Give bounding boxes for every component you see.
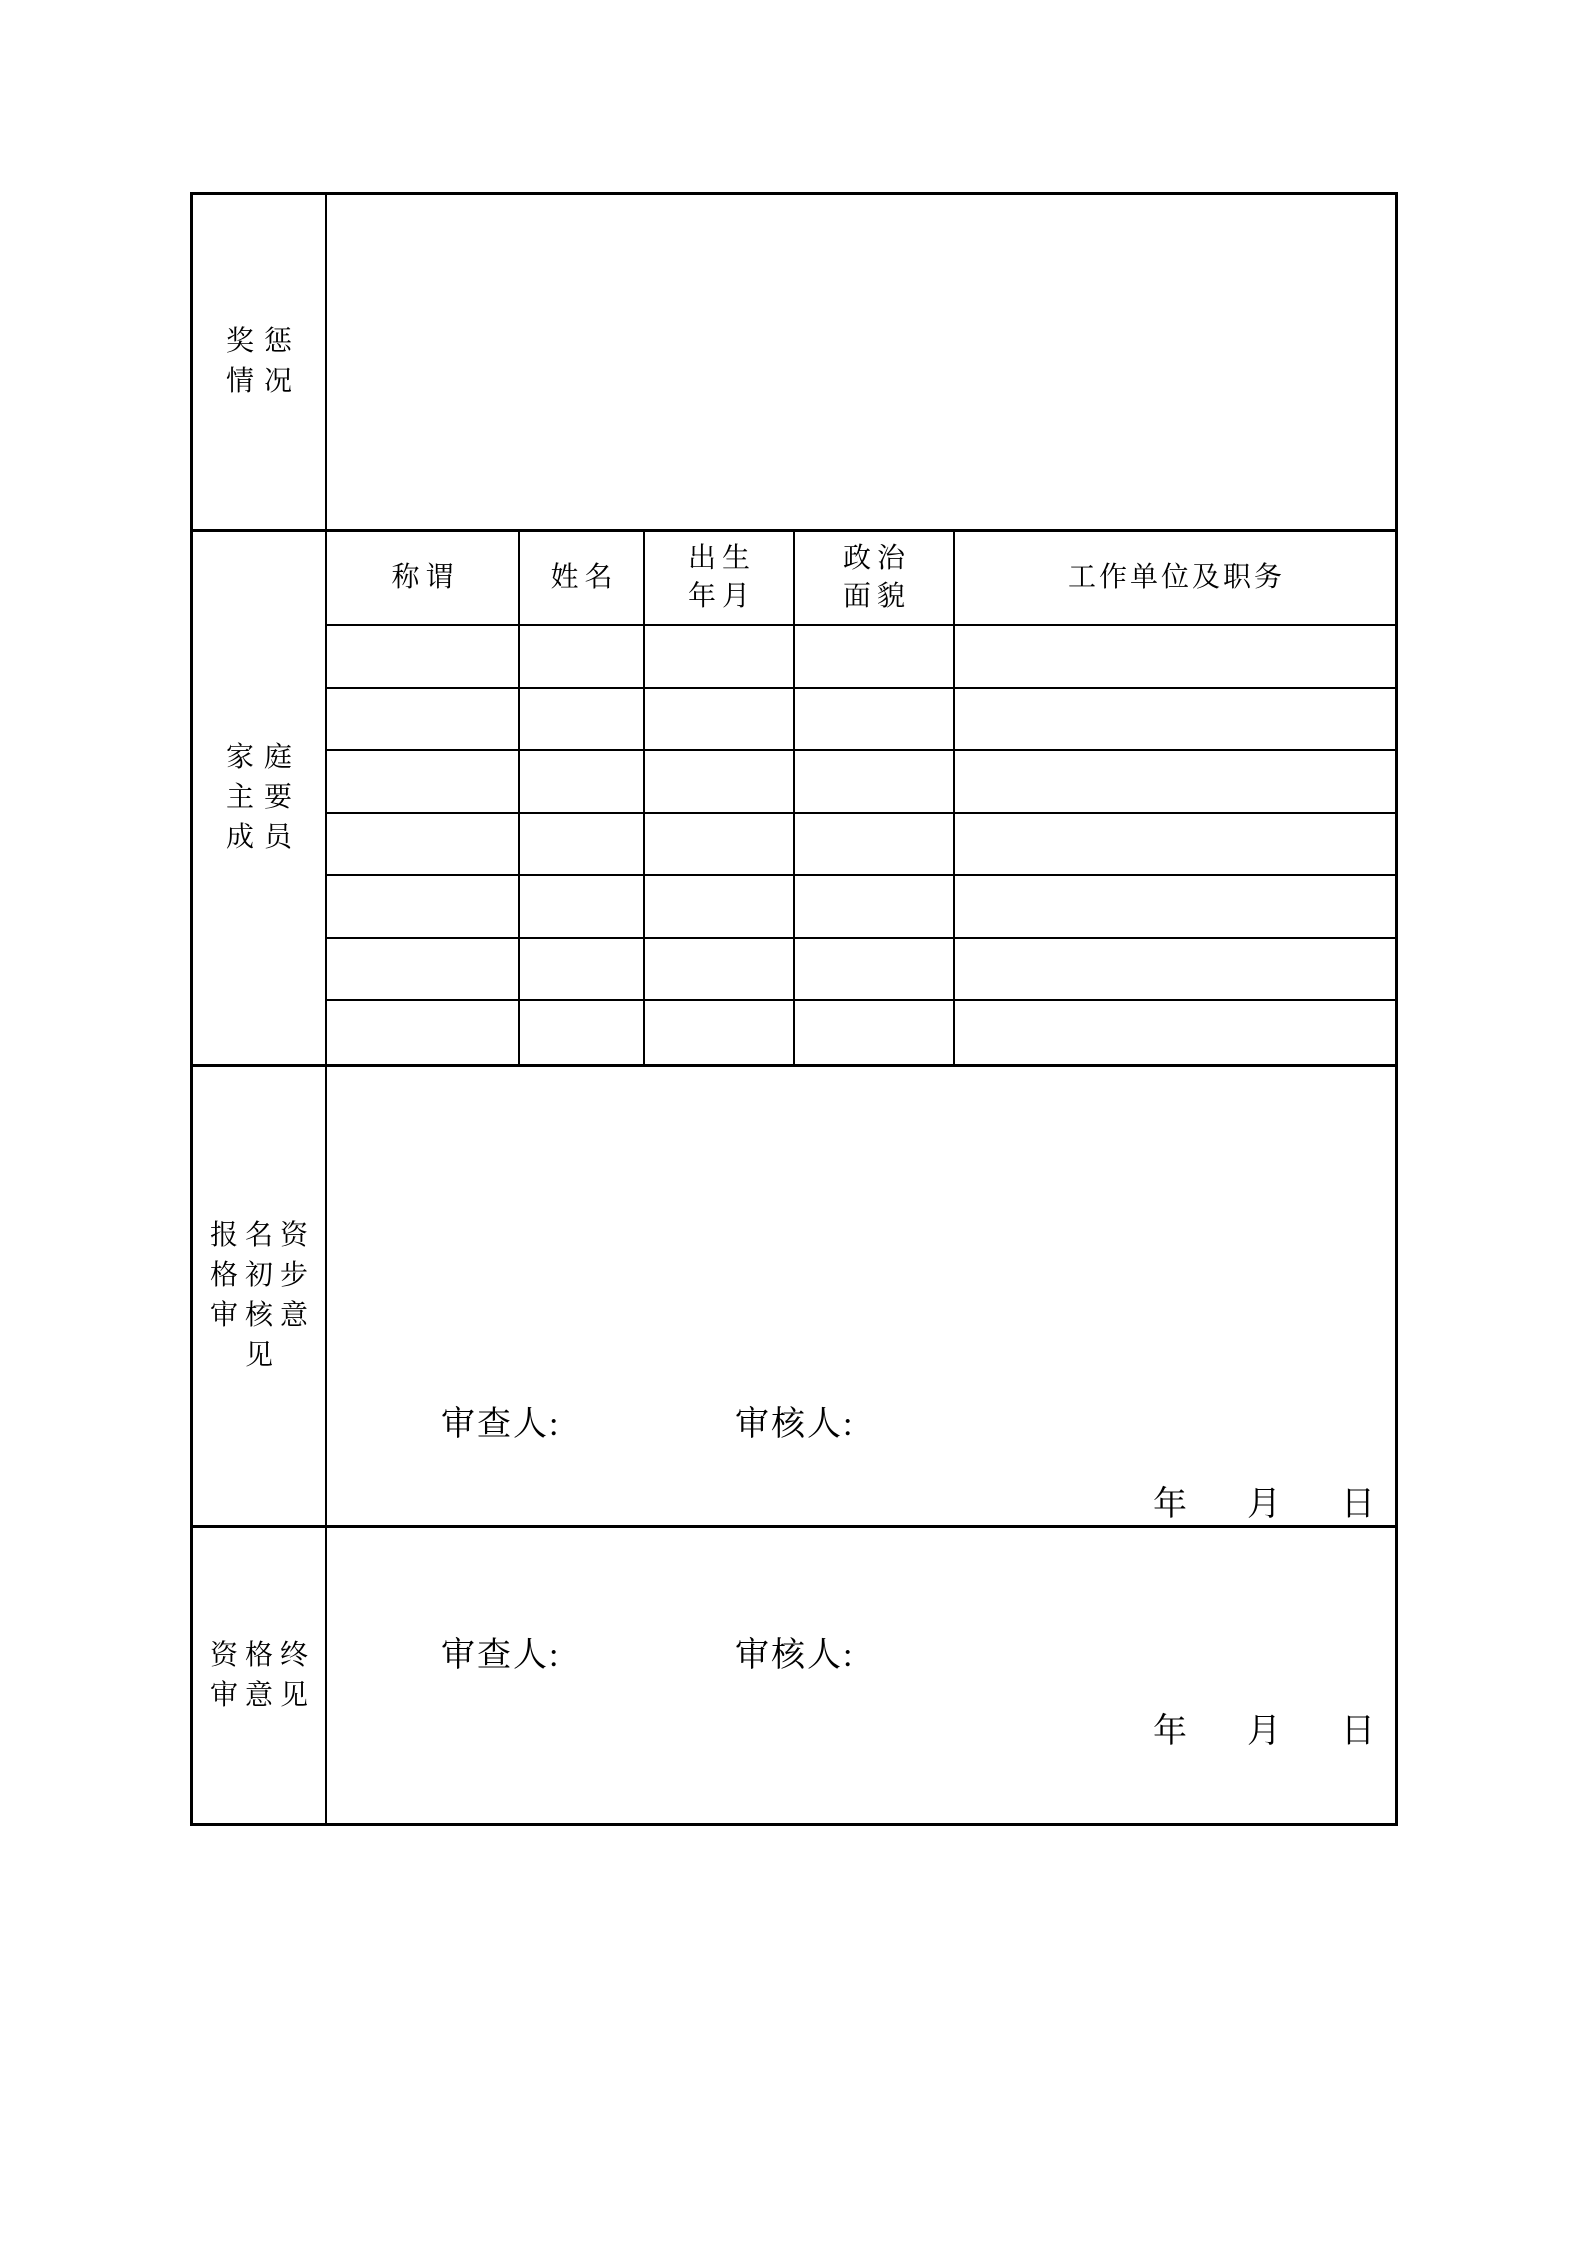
family-member-empty-cell [795, 814, 955, 877]
family-member-empty-cell [520, 1001, 645, 1064]
family-member-empty-cell [645, 814, 795, 877]
label-line: 见 [244, 1340, 280, 1371]
label-line: 格初步 [209, 1260, 315, 1291]
family-member-empty-cell [645, 939, 795, 1002]
section-preliminary-review [193, 1067, 1395, 1528]
family-members-label [193, 532, 327, 1064]
month-label: 月 [1247, 1713, 1281, 1750]
label-line: 家庭 [225, 742, 302, 773]
family-member-empty-cell [795, 689, 955, 752]
family-member-empty-cell [520, 689, 645, 752]
application-form-table [190, 192, 1398, 1826]
family-member-empty-cell [327, 751, 520, 814]
column-header-text: 年月 [687, 581, 756, 612]
family-member-empty-cell [795, 751, 955, 814]
family-member-empty-cell [327, 939, 520, 1002]
month-label: 月 [1247, 1486, 1281, 1523]
column-header-text: 姓名 [550, 562, 619, 593]
section-family-members [193, 532, 1395, 1067]
family-member-empty-cell [955, 939, 1395, 1002]
column-header-birthdate [645, 532, 795, 626]
family-member-empty-cell [955, 689, 1395, 752]
family-member-empty-cell [955, 814, 1395, 877]
family-member-empty-cell [520, 626, 645, 689]
family-member-empty-cell [520, 939, 645, 1002]
family-member-empty-cell [327, 626, 520, 689]
section-rewards-punishments [193, 195, 1395, 532]
family-member-empty-cell [795, 1001, 955, 1064]
preliminary-review-content-cell [327, 1067, 1395, 1525]
family-member-empty-cell [955, 1001, 1395, 1064]
family-member-empty-cell [520, 814, 645, 877]
preliminary-date-line [1153, 1487, 1375, 1523]
day-label: 日 [1341, 1713, 1375, 1750]
column-header-text: 出生 [687, 543, 756, 574]
section-final-review [193, 1528, 1395, 1823]
column-header-text: 称谓 [391, 562, 460, 593]
column-header-workunit-position [955, 532, 1395, 626]
family-member-empty-cell [645, 876, 795, 939]
preliminary-reviewer-label: 审核人: [735, 1406, 855, 1443]
family-member-empty-cell [955, 876, 1395, 939]
family-member-empty-cell [327, 689, 520, 752]
label-line: 审意见 [209, 1679, 315, 1711]
label-line: 资格终 [209, 1639, 315, 1671]
rewards-punishments-content-cell [327, 195, 1395, 529]
final-examiner-label: 审查人: [441, 1637, 561, 1674]
family-member-empty-cell [520, 751, 645, 814]
family-member-empty-cell [795, 626, 955, 689]
family-members-grid [327, 532, 1395, 1064]
final-review-label [193, 1528, 327, 1823]
family-member-empty-cell [645, 751, 795, 814]
family-member-empty-cell [955, 626, 1395, 689]
rewards-punishments-label [193, 195, 327, 529]
family-members-content-cell [327, 532, 1395, 1064]
label-line: 成员 [225, 822, 302, 853]
column-header-name [520, 532, 645, 626]
family-member-empty-cell [327, 814, 520, 877]
family-member-empty-cell [645, 689, 795, 752]
family-member-empty-cell [327, 1001, 520, 1064]
year-label: 年 [1153, 1486, 1187, 1523]
family-member-empty-cell [520, 876, 645, 939]
label-line: 奖惩 [225, 326, 302, 357]
column-header-text: 政治 [842, 543, 911, 574]
family-member-empty-cell [955, 751, 1395, 814]
final-date-line [1153, 1714, 1375, 1750]
preliminary-examiner-label: 审查人: [441, 1406, 561, 1443]
year-label: 年 [1153, 1713, 1187, 1750]
label-line: 审核意 [209, 1300, 315, 1331]
label-line: 主要 [225, 782, 302, 813]
family-member-empty-cell [645, 626, 795, 689]
column-header-text: 工作单位及职务 [1067, 562, 1285, 593]
family-member-empty-cell [327, 876, 520, 939]
family-member-empty-cell [645, 1001, 795, 1064]
label-line: 情况 [225, 366, 302, 397]
final-reviewer-label: 审核人: [735, 1637, 855, 1674]
column-header-relation [327, 532, 520, 626]
final-review-content-cell [327, 1528, 1395, 1823]
column-header-text: 面貌 [842, 581, 911, 612]
label-line: 报名资 [209, 1220, 315, 1251]
preliminary-review-label [193, 1067, 327, 1525]
day-label: 日 [1341, 1486, 1375, 1523]
family-member-empty-cell [795, 876, 955, 939]
column-header-political-status [795, 532, 955, 626]
family-member-empty-cell [795, 939, 955, 1002]
